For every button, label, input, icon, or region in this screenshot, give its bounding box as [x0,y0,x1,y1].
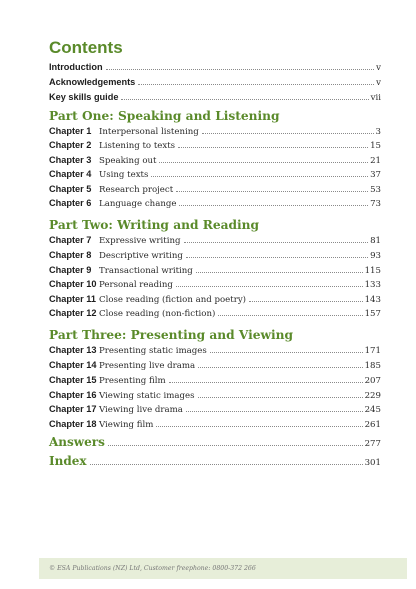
toc-page: 53 [370,185,381,195]
leader-dots [186,410,363,412]
chapter-number: Chapter 9 [49,265,92,275]
chapter-title: Expressive writing [99,236,181,246]
toc-entry-introduction[interactable] [49,60,381,74]
toc-page: 115 [364,266,381,276]
chapter-title: Presenting live drama [99,361,196,371]
chapter-number: Chapter 11 [49,294,96,304]
toc-page: 133 [364,280,381,290]
toc-label: Key skills guide [49,92,119,102]
toc-entry-chapter[interactable] [49,417,381,431]
toc-page: 73 [370,199,381,209]
toc-entry-chapter[interactable] [49,388,381,402]
toc-page: 229 [364,391,381,401]
toc-entry-chapter[interactable] [49,402,381,416]
toc-label: Answers [49,435,105,449]
toc-entry-chapter[interactable] [49,233,381,247]
chapter-title: Close reading (fiction and poetry) [99,295,247,305]
chapter-number: Chapter 4 [49,169,92,179]
chapter-title: Presenting film [99,376,166,386]
chapter-title: Personal reading [99,280,173,290]
leader-dots [249,300,363,302]
toc-label: Introduction [49,62,103,72]
leader-dots [156,425,362,427]
toc-entry-chapter[interactable] [49,167,381,181]
chapter-number: Chapter 16 [49,390,97,400]
leader-dots [108,444,363,446]
toc-entry-chapter[interactable] [49,182,381,196]
chapter-title: Viewing live drama [99,405,183,415]
chapter-title: Using texts [99,170,149,180]
part-heading-one: Part One: Speaking and Listening [49,109,280,123]
toc-page: vii [370,93,381,103]
toc-page: 37 [370,170,381,180]
part-heading-two: Part Two: Writing and Reading [49,218,260,232]
leader-dots [202,132,374,134]
chapter-number: Chapter 12 [49,308,97,318]
toc-entry-key-skills-guide[interactable] [49,90,381,104]
toc-entry-chapter[interactable] [49,153,381,167]
toc-entry-chapter[interactable] [49,343,381,357]
toc-entry-chapter[interactable] [49,277,381,291]
chapter-number: Chapter 14 [49,360,97,370]
toc-page: 185 [364,361,381,371]
toc-entry-chapter[interactable] [49,292,381,306]
toc-entry-chapter[interactable] [49,138,381,152]
toc-entry-answers[interactable] [49,433,381,451]
toc-entry-acknowledgements[interactable] [49,75,381,89]
chapter-number: Chapter 8 [49,250,92,260]
leader-dots [186,256,368,258]
leader-dots [198,396,363,398]
toc-page: 21 [370,156,381,166]
leader-dots [106,68,375,70]
leader-dots [184,241,369,243]
toc-entry-index[interactable] [49,452,381,470]
leader-dots [151,175,368,177]
toc-page: v [376,78,381,88]
chapter-title: Descriptive writing [99,251,183,261]
chapter-title: Interpersonal listening [99,127,199,137]
toc-page: 277 [364,439,381,449]
toc-entry-chapter[interactable] [49,263,381,277]
leader-dots [178,146,368,148]
leader-dots [121,98,368,100]
chapter-title: Language change [99,199,177,209]
chapter-number: Chapter 15 [49,375,97,385]
leader-dots [196,271,363,273]
toc-entry-chapter[interactable] [49,358,381,372]
leader-dots [159,161,368,163]
leader-dots [210,351,363,353]
toc-entry-chapter[interactable] [49,124,381,138]
chapter-number: Chapter 6 [49,198,92,208]
leader-dots [176,285,363,287]
toc-page: 15 [370,141,381,151]
toc-page: 143 [364,295,381,305]
toc-page: v [376,63,381,73]
toc-label: Index [49,454,87,468]
leader-dots [176,190,368,192]
leader-dots [90,463,363,465]
chapter-title: Viewing film [99,420,154,430]
chapter-number: Chapter 7 [49,235,92,245]
leader-dots [169,381,363,383]
chapter-number: Chapter 2 [49,140,92,150]
chapter-number: Chapter 3 [49,155,92,165]
chapter-title: Transactional writing [99,266,193,276]
leader-dots [198,366,362,368]
toc-page: 3 [375,127,381,137]
part-heading-three: Part Three: Presenting and Viewing [49,328,293,342]
toc-page: 157 [364,309,381,319]
chapter-title: Speaking out [99,156,157,166]
chapter-title: Close reading (non-fiction) [99,309,216,319]
chapter-title: Listening to texts [99,141,176,151]
toc-page: 93 [370,251,381,261]
chapter-number: Chapter 1 [49,126,92,136]
toc-page: 171 [364,346,381,356]
toc-page: 261 [364,420,381,430]
chapter-number: Chapter 10 [49,279,97,289]
chapter-title: Viewing static images [99,391,195,401]
toc-page: 245 [364,405,381,415]
toc-page: 301 [364,458,381,468]
toc-entry-chapter[interactable] [49,196,381,210]
chapter-title: Presenting static images [99,346,207,356]
chapter-number: Chapter 17 [49,404,97,414]
chapter-number: Chapter 13 [49,345,97,355]
toc-entry-chapter[interactable] [49,248,381,262]
chapter-title: Research project [99,185,174,195]
page-title: Contents [49,38,123,57]
toc-page: 207 [364,376,381,386]
toc-entry-chapter[interactable] [49,373,381,387]
toc-page: 81 [370,236,381,246]
toc-label: Acknowledgements [49,77,136,87]
copyright-footer: © ESA Publications (NZ) Ltd, Customer freephone: 0800-372 266 [39,558,407,579]
chapter-number: Chapter 5 [49,184,92,194]
leader-dots [138,83,374,85]
leader-dots [218,314,362,316]
chapter-number: Chapter 18 [49,419,97,429]
toc-entry-chapter[interactable] [49,306,381,320]
leader-dots [179,204,368,206]
